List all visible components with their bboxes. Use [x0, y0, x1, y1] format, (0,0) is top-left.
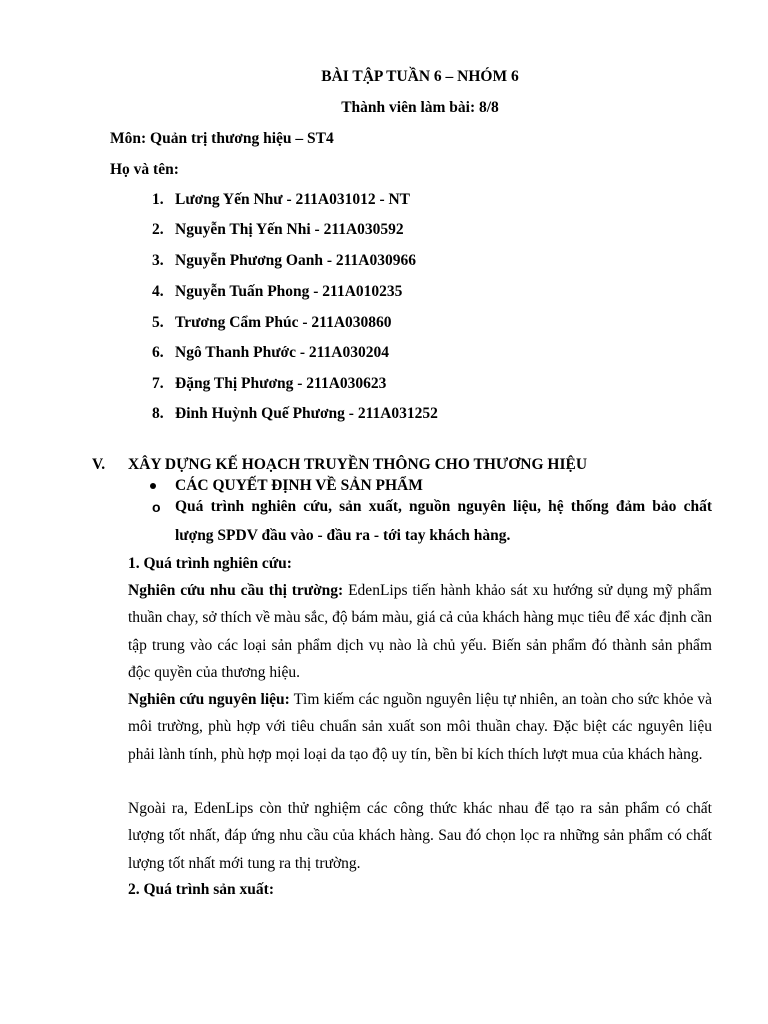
course-name: Môn: Quản trị thương hiệu – ST4	[110, 130, 334, 147]
list-number: 5.	[152, 314, 164, 331]
member-name: Trương Cẩm Phúc - 211A030860	[175, 314, 392, 331]
member-name: Nguyễn Tuấn Phong - 211A010235	[175, 283, 403, 300]
member-name: Nguyễn Thị Yến Nhi - 211A030592	[175, 221, 404, 238]
ingredient-research-paragraph	[128, 686, 712, 768]
research-heading: 1. Quá trình nghiên cứu:	[128, 555, 292, 572]
member-name: Ngô Thanh Phước - 211A030204	[175, 344, 389, 361]
bullet-icon	[149, 478, 159, 488]
list-number: 4.	[152, 283, 164, 300]
sub-bullet-line-1: Quá trình nghiên cứu, sản xuất, nguồn nguyên liệu, hệ thống đảm bảo chất	[175, 498, 712, 515]
list-number: 7.	[152, 375, 164, 392]
member-name: Lương Yến Như - 211A031012 - NT	[175, 191, 411, 208]
paragraph-lead: Nghiên cứu nguyên liệu:	[128, 691, 290, 708]
list-number: 3.	[152, 252, 164, 269]
document-title: BÀI TẬP TUẦN 6 – NHÓM 6	[321, 68, 519, 85]
member-name: Nguyễn Phương Oanh - 211A030966	[175, 252, 416, 269]
list-number: 2.	[152, 221, 164, 238]
members-count: Thành viên làm bài: 8/8	[341, 99, 499, 116]
paragraph-text: EdenLips tiến hành khảo sát xu hướng sử dụng mỹ phẩm thuần chay, sở thích về màu sắc, độ bám màu, giá cả của khách hàng mục tiêu để xác định cần tập trung vào các loại sản phẩm dịch vụ nào là chủ yếu. Biến sản phẩm đó thành sản phẩm độc quyền của thương hiệu.	[128, 582, 712, 681]
names-label: Họ và tên:	[110, 161, 179, 178]
paragraph-text: Tìm kiếm các nguồn nguyên liệu tự nhiên, an toàn cho sức khỏe và môi trường, phù hợp với tiêu chuẩn sản xuất son môi thuần chay. Đặc biệt các nguyên liệu phải lành tính, phù hợp mọi loại da tạo độ uy tín, bền bỉ kích thích lượt mua của khách hàng.	[128, 691, 713, 763]
list-number: 8.	[152, 405, 164, 422]
sub-bullet-line-2: lượng SPDV đầu vào - đầu ra - tới tay khách hàng.	[175, 527, 511, 544]
member-name: Đinh Huỳnh Quế Phương - 211A031252	[175, 405, 438, 422]
sub-bullet-icon: o	[152, 499, 161, 515]
bullet-heading: CÁC QUYẾT ĐỊNH VỀ SẢN PHẨM	[175, 477, 423, 494]
testing-paragraph: Ngoài ra, EdenLips còn thử nghiệm các công thức khác nhau để tạo ra sản phẩm có chất lượng tốt nhất, đáp ứng nhu cầu của khách hàng. Sau đó chọn lọc ra những sản phẩm có chất lượng tốt nhất mới tung ra thị trường.	[128, 800, 712, 872]
member-name: Đặng Thị Phương - 211A030623	[175, 375, 387, 392]
section-numeral: V.	[92, 456, 106, 473]
list-number: 1.	[152, 191, 164, 208]
section-title: XÂY DỰNG KẾ HOẠCH TRUYỀN THÔNG CHO THƯƠNG HIỆU	[128, 456, 588, 473]
paragraph-lead: Nghiên cứu nhu cầu thị trường:	[128, 582, 344, 599]
market-research-paragraph	[128, 577, 712, 686]
list-number: 6.	[152, 344, 164, 361]
production-heading: 2. Quá trình sản xuất:	[128, 881, 274, 898]
